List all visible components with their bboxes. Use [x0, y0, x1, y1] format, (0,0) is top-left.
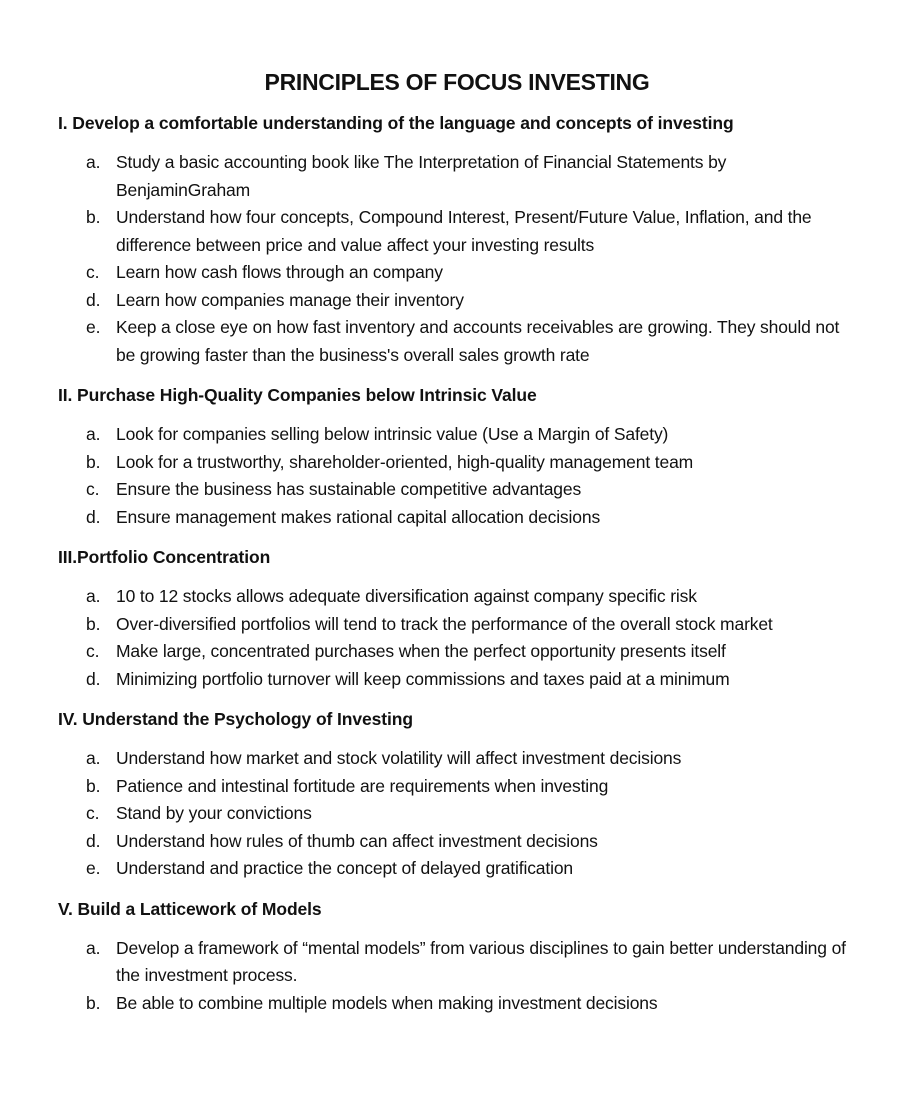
- list-marker: d.: [86, 830, 101, 851]
- list-item-text: Over-diversified portfolios will tend to track the performance of the overall stock market: [116, 613, 773, 634]
- list-item-text: Look for a trustworthy, shareholder-oriented, high-quality management team: [116, 451, 694, 472]
- list-marker: b.: [86, 207, 101, 227]
- section-purchase-quality-companies: [58, 383, 846, 531]
- list-item: [58, 287, 846, 315]
- list-item-text: Understand and practice the concept of delayed gratification: [116, 858, 573, 878]
- list-marker: b.: [86, 451, 101, 472]
- section-heading: II. Purchase High-Quality Companies below Intrinsic Value: [58, 385, 537, 405]
- page-title: PRINCIPLES OF FOCUS INVESTING: [264, 69, 650, 95]
- section-portfolio-concentration: [58, 545, 846, 693]
- list-marker: a.: [86, 937, 101, 958]
- list-item: [58, 314, 846, 369]
- list-marker: b.: [86, 992, 101, 1013]
- section-item-list: [58, 421, 846, 531]
- list-item-text: Learn how companies manage their inventory: [116, 289, 464, 310]
- list-item-text: Ensure management makes rational capital allocation decisions: [116, 506, 601, 527]
- list-marker: c.: [86, 262, 100, 282]
- list-item-text: Patience and intestinal fortitude are requirements when investing: [116, 775, 609, 796]
- list-item-text: Make large, concentrated purchases when the perfect opportunity presents itself: [116, 641, 726, 661]
- list-item-text: Study a basic accounting book like The Interpretation of Financial Statements by BenjaminGraham: [116, 152, 727, 200]
- list-item: [58, 745, 846, 773]
- list-item-text: Understand how rules of thumb can affect investment decisions: [116, 830, 598, 851]
- list-marker: a.: [86, 152, 101, 172]
- list-marker: a.: [86, 748, 101, 768]
- list-marker: e.: [86, 858, 101, 878]
- section-heading: I. Develop a comfortable understanding of the language and concepts of investing: [58, 113, 734, 133]
- list-item-text: Develop a framework of “mental models” from various disciplines to gain better understanding of the investment process.: [116, 937, 846, 985]
- list-item: [58, 638, 846, 666]
- list-marker: a.: [86, 424, 101, 444]
- list-marker: d.: [86, 506, 101, 527]
- section-item-list: [58, 745, 846, 883]
- section-item-list: [58, 149, 846, 369]
- list-item: [58, 149, 846, 204]
- list-item: [58, 476, 846, 504]
- list-marker: d.: [86, 289, 101, 310]
- list-item: [58, 449, 846, 477]
- list-item: [58, 935, 846, 990]
- list-item-text: Understand how market and stock volatility will affect investment decisions: [116, 748, 682, 768]
- list-item: [58, 800, 846, 828]
- list-item: [58, 611, 846, 639]
- list-item-text: Be able to combine multiple models when making investment decisions: [116, 992, 658, 1013]
- list-item-text: Stand by your convictions: [116, 803, 312, 823]
- section-psychology-of-investing: [58, 707, 846, 883]
- list-item: [58, 773, 846, 801]
- list-item: [58, 583, 846, 611]
- list-marker: e.: [86, 317, 101, 337]
- list-item: [58, 666, 846, 694]
- list-item: [58, 421, 846, 449]
- list-item-text: Minimizing portfolio turnover will keep commissions and taxes paid at a minimum: [116, 668, 730, 689]
- section-language-and-concepts: [58, 111, 846, 369]
- list-marker: c.: [86, 641, 100, 661]
- list-item: [58, 504, 846, 532]
- list-marker: c.: [86, 803, 100, 823]
- list-item: [58, 828, 846, 856]
- section-heading: IV. Understand the Psychology of Investing: [58, 709, 413, 729]
- list-item-text: Understand how four concepts, Compound Interest, Present/Future Value, Inflation, and the difference between price and value affect your investing results: [116, 207, 812, 255]
- list-item-text: Keep a close eye on how fast inventory and accounts receivables are growing. They should not be growing faster than the business's overall sales growth rate: [116, 317, 840, 365]
- section-heading: V. Build a Latticework of Models: [58, 898, 322, 919]
- list-marker: a.: [86, 586, 101, 606]
- list-item-text: 10 to 12 stocks allows adequate diversification against company specific risk: [116, 586, 697, 606]
- list-marker: c.: [86, 479, 100, 499]
- list-marker: d.: [86, 668, 101, 689]
- list-item-text: Learn how cash flows through an company: [116, 262, 443, 282]
- section-item-list: [58, 935, 846, 1018]
- list-item: [58, 990, 846, 1018]
- list-item-text: Look for companies selling below intrinsic value (Use a Margin of Safety): [116, 424, 669, 444]
- list-item: [58, 204, 846, 259]
- list-item-text: Ensure the business has sustainable competitive advantages: [116, 479, 582, 499]
- section-item-list: [58, 583, 846, 693]
- list-item: [58, 259, 846, 287]
- list-marker: b.: [86, 613, 101, 634]
- list-item: [58, 855, 846, 883]
- list-marker: b.: [86, 775, 101, 796]
- section-latticework-of-models: [58, 897, 846, 1018]
- section-heading: III.Portfolio Concentration: [58, 547, 271, 567]
